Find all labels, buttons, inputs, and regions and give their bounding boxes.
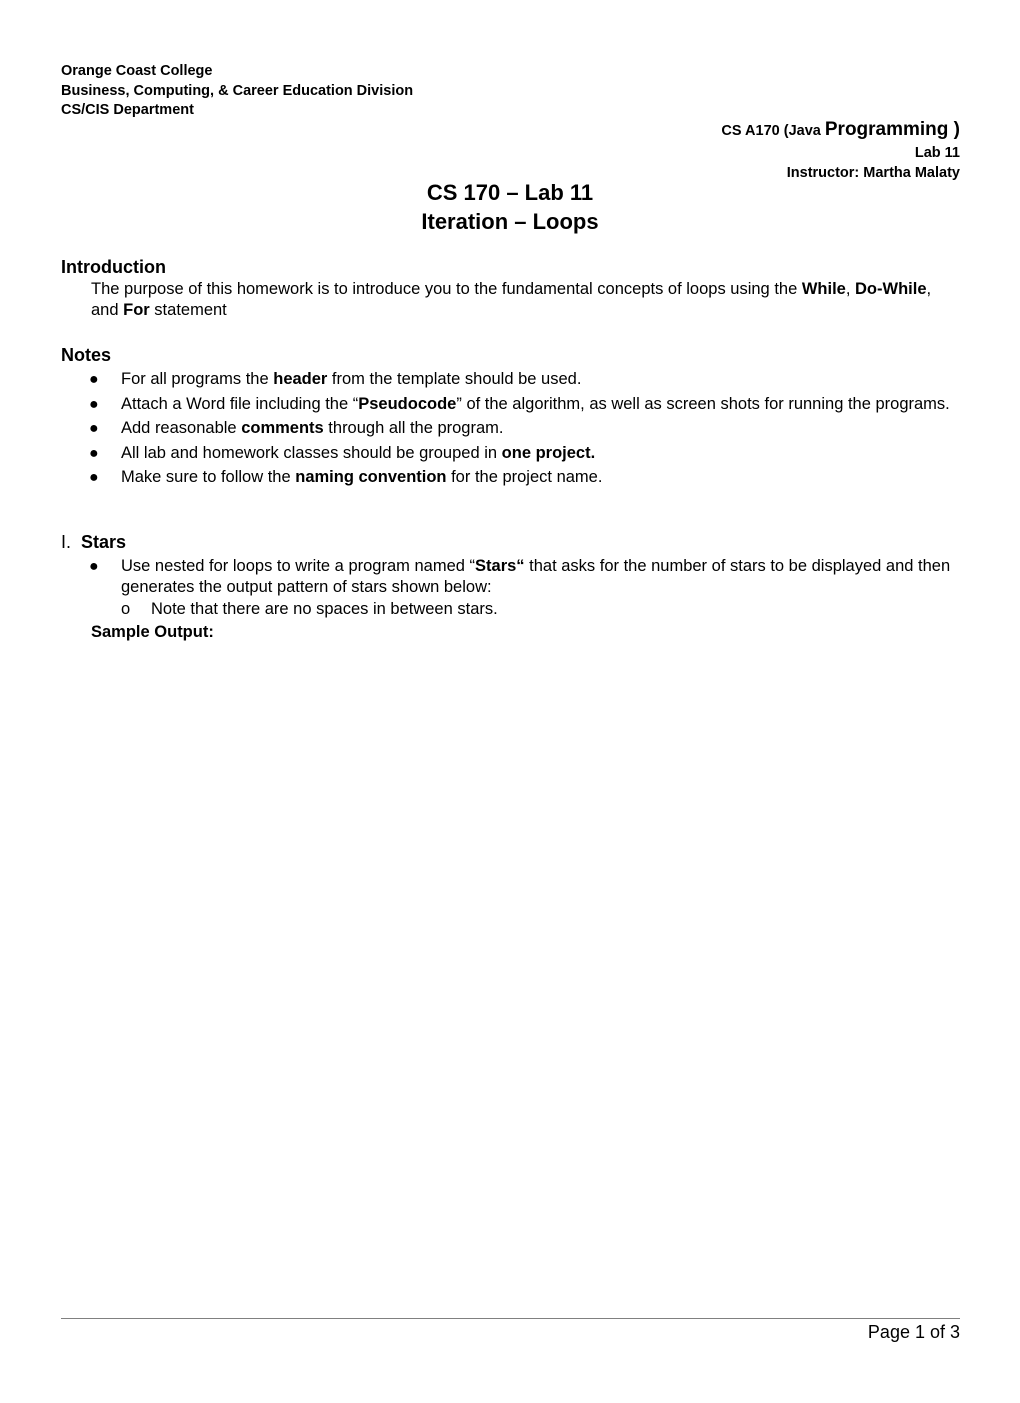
- stars-item: ● Use nested for loops to write a program named “Stars“ that asks for the number of stars to be displayed and then generates the output pattern of stars shown below:: [89, 557, 951, 596]
- college-name: Orange Coast College: [61, 63, 213, 79]
- notes-item: ● Attach a Word file including the “Pseudocode” of the algorithm, as well as screen shots for running the programs.: [89, 394, 950, 413]
- section-numeral: I.: [61, 532, 72, 552]
- sub-bullet-icon: o: [121, 600, 131, 618]
- notes-list: [91, 369, 961, 492]
- division-name: Business, Computing, & Career Education Division: [61, 82, 414, 99]
- title-line-1: CS 170 – Lab 11: [426, 180, 594, 205]
- course-header: [721, 118, 960, 183]
- page-number: Page 1 of 3: [867, 1322, 960, 1342]
- course-title: [721, 118, 960, 143]
- lab-number: Lab 11: [914, 145, 960, 161]
- instructor-name: Instructor: Martha Malaty: [786, 165, 960, 181]
- notes-item: ● Make sure to follow the naming convention for the project name.: [89, 468, 603, 486]
- notes-item: ● For all programs the header from the template should be used.: [89, 370, 582, 388]
- bullet-icon: ●: [89, 395, 99, 413]
- notes-heading: Notes: [61, 345, 112, 365]
- stars-sub-item: o Note that there are no spaces in between stars.: [121, 600, 498, 618]
- bullet-icon: ●: [89, 420, 99, 437]
- keyword-while: While: [801, 280, 846, 298]
- course-prefix: CS A170 (Java: [721, 123, 825, 139]
- course-suffix: Programming ): [824, 119, 960, 140]
- keyword-do-while: Do-While: [855, 280, 927, 298]
- document-title: [0, 178, 1020, 236]
- notes-item: ● All lab and homework classes should be grouped in one project.: [89, 443, 596, 462]
- footer-divider: [61, 1318, 960, 1319]
- notes-item: ● Add reasonable comments through all the program.: [89, 419, 504, 437]
- bullet-icon: ●: [89, 444, 99, 462]
- bullet-icon: ●: [89, 371, 99, 388]
- introduction-text: The purpose of this homework is to introduce you to the fundamental concepts of loops using the While, Do-While, and For statement: [91, 280, 932, 319]
- section-stars-heading: [61, 531, 126, 553]
- institution-header: [61, 62, 413, 121]
- keyword-for: For: [123, 301, 150, 319]
- sample-output-label: Sample Output:: [91, 623, 214, 641]
- title-line-2: Iteration – Loops: [421, 209, 599, 234]
- department-name: CS/CIS Department: [61, 102, 194, 118]
- bullet-icon: ●: [89, 469, 99, 486]
- introduction-heading: Introduction: [61, 257, 166, 277]
- section-title: Stars: [81, 532, 127, 552]
- stars-list: [91, 556, 961, 602]
- bullet-icon: ●: [89, 558, 99, 575]
